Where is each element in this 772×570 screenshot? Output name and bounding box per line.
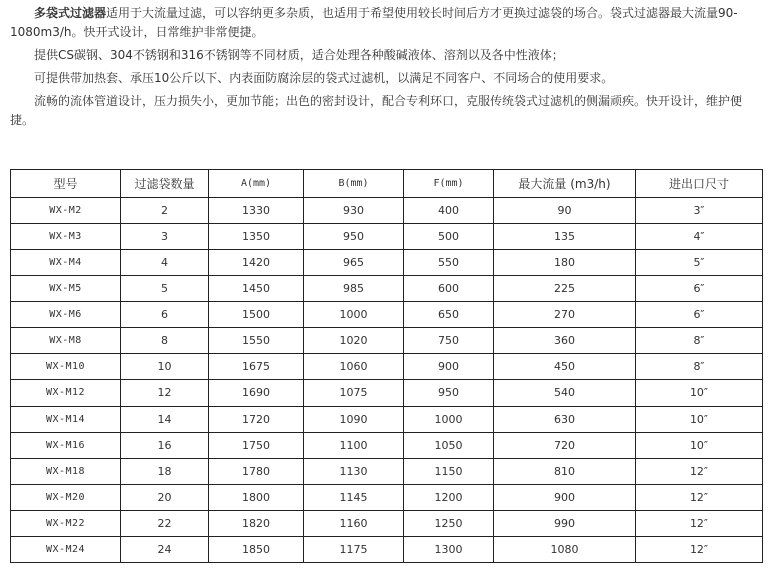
table-header-cell: 进出口尺寸 xyxy=(636,170,763,198)
model-cell: WX-M20 xyxy=(11,484,121,510)
table-row xyxy=(11,354,763,380)
table-cell: 1050 xyxy=(404,432,494,458)
table-cell: 1750 xyxy=(209,432,304,458)
table-cell: 930 xyxy=(304,198,404,224)
table-cell: 4 xyxy=(121,250,209,276)
table-cell: 12″ xyxy=(636,536,763,562)
table-cell: 225 xyxy=(494,276,636,302)
table-cell: 6″ xyxy=(636,276,763,302)
table-cell: 6 xyxy=(121,302,209,328)
table-cell: 1080 xyxy=(494,536,636,562)
model-cell: WX-M2 xyxy=(11,198,121,224)
table-cell: 1550 xyxy=(209,328,304,354)
intro-paragraph-3: 可提供带加热套、承压10公斤以下、内表面防腐涂层的袋式过滤机，以满足不同客户、不同场合的使用要求。 xyxy=(34,71,614,85)
table-cell: 1000 xyxy=(404,406,494,432)
table-cell: 1090 xyxy=(304,406,404,432)
table-cell: 1145 xyxy=(304,484,404,510)
table-cell: 1100 xyxy=(304,432,404,458)
table-header-cell: A(mm) xyxy=(209,170,304,198)
model-cell: WX-M8 xyxy=(11,328,121,354)
table-cell: 10″ xyxy=(636,380,763,406)
model-cell: WX-M4 xyxy=(11,250,121,276)
table-cell: 810 xyxy=(494,458,636,484)
table-cell: 965 xyxy=(304,250,404,276)
table-cell: 900 xyxy=(404,354,494,380)
table-cell: 450 xyxy=(494,354,636,380)
table-cell: 8″ xyxy=(636,354,763,380)
table-cell: 360 xyxy=(494,328,636,354)
model-cell: WX-M6 xyxy=(11,302,121,328)
table-cell: 4″ xyxy=(636,224,763,250)
table-cell: 1330 xyxy=(209,198,304,224)
table-cell: 10 xyxy=(121,354,209,380)
table-cell: 10″ xyxy=(636,406,763,432)
table-row xyxy=(11,328,763,354)
table-cell: 2 xyxy=(121,198,209,224)
table-cell: 540 xyxy=(494,380,636,406)
table-cell: 650 xyxy=(404,302,494,328)
table-cell: 8 xyxy=(121,328,209,354)
table-row xyxy=(11,484,763,510)
table-cell: 14 xyxy=(121,406,209,432)
table-cell: 1250 xyxy=(404,510,494,536)
model-cell: WX-M24 xyxy=(11,536,121,562)
table-cell: 3″ xyxy=(636,198,763,224)
table-cell: 24 xyxy=(121,536,209,562)
table-cell: 22 xyxy=(121,510,209,536)
table-cell: 1060 xyxy=(304,354,404,380)
table-header-cell: 型号 xyxy=(11,170,121,198)
table-row xyxy=(11,510,763,536)
table-cell: 900 xyxy=(494,484,636,510)
table-cell: 1850 xyxy=(209,536,304,562)
table-cell: 985 xyxy=(304,276,404,302)
table-cell: 180 xyxy=(494,250,636,276)
table-cell: 400 xyxy=(404,198,494,224)
table-cell: 1800 xyxy=(209,484,304,510)
model-cell: WX-M22 xyxy=(11,510,121,536)
table-cell: 6″ xyxy=(636,302,763,328)
table-cell: 1820 xyxy=(209,510,304,536)
table-cell: 1130 xyxy=(304,458,404,484)
model-cell: WX-M14 xyxy=(11,406,121,432)
table-header-row xyxy=(11,170,763,198)
table-cell: 5 xyxy=(121,276,209,302)
model-cell: WX-M12 xyxy=(11,380,121,406)
product-name: 多袋式过滤器 xyxy=(34,6,107,20)
table-row xyxy=(11,536,763,562)
table-cell: 20 xyxy=(121,484,209,510)
table-cell: 600 xyxy=(404,276,494,302)
table-cell: 1075 xyxy=(304,380,404,406)
table-cell: 12″ xyxy=(636,484,763,510)
table-cell: 1000 xyxy=(304,302,404,328)
table-cell: 18 xyxy=(121,458,209,484)
table-header-cell: 最大流量 (m3/h) xyxy=(494,170,636,198)
table-cell: 16 xyxy=(121,432,209,458)
table-header-cell: 过滤袋数量 xyxy=(121,170,209,198)
model-cell: WX-M5 xyxy=(11,276,121,302)
table-cell: 950 xyxy=(404,380,494,406)
table-cell: 1175 xyxy=(304,536,404,562)
table-cell: 1500 xyxy=(209,302,304,328)
table-cell: 950 xyxy=(304,224,404,250)
table-cell: 1200 xyxy=(404,484,494,510)
table-cell: 8″ xyxy=(636,328,763,354)
table-cell: 990 xyxy=(494,510,636,536)
intro-paragraph-1-text: 适用于大流量过滤，可以容纳更多杂质，也适用于希望使用较长时间后方才更换过滤袋的场合。袋式过滤器最大流量90-1080m3/h。快开式设计，日常维护非常便捷。 xyxy=(10,6,738,39)
table-cell: 12″ xyxy=(636,458,763,484)
table-row xyxy=(11,406,763,432)
table-cell: 1675 xyxy=(209,354,304,380)
table-cell: 12 xyxy=(121,380,209,406)
table-cell: 10″ xyxy=(636,432,763,458)
table-cell: 1450 xyxy=(209,276,304,302)
table-cell: 1720 xyxy=(209,406,304,432)
table-cell: 630 xyxy=(494,406,636,432)
table-cell: 90 xyxy=(494,198,636,224)
intro-paragraph-2: 提供CS碳钢、304不锈钢和316不锈钢等不同材质，适合处理各种酸碱液体、溶剂以及各中性液体； xyxy=(34,48,564,62)
table-row xyxy=(11,224,763,250)
table-cell: 135 xyxy=(494,224,636,250)
table-row xyxy=(11,250,763,276)
table-cell: 1150 xyxy=(404,458,494,484)
table-row xyxy=(11,198,763,224)
table-cell: 12″ xyxy=(636,510,763,536)
table-cell: 550 xyxy=(404,250,494,276)
model-cell: WX-M10 xyxy=(11,354,121,380)
table-header-cell: B(mm) xyxy=(304,170,404,198)
table-row xyxy=(11,302,763,328)
table-row xyxy=(11,276,763,302)
table-header-cell: F(mm) xyxy=(404,170,494,198)
table-cell: 1160 xyxy=(304,510,404,536)
table-cell: 500 xyxy=(404,224,494,250)
table-cell: 1690 xyxy=(209,380,304,406)
model-cell: WX-M3 xyxy=(11,224,121,250)
model-cell: WX-M16 xyxy=(11,432,121,458)
table-cell: 1420 xyxy=(209,250,304,276)
table-cell: 1350 xyxy=(209,224,304,250)
table-cell: 5″ xyxy=(636,250,763,276)
table-cell: 750 xyxy=(404,328,494,354)
spec-table xyxy=(10,169,763,563)
table-cell: 3 xyxy=(121,224,209,250)
table-row xyxy=(11,458,763,484)
intro-text xyxy=(10,4,762,134)
table-cell: 1300 xyxy=(404,536,494,562)
table-cell: 1780 xyxy=(209,458,304,484)
table-cell: 720 xyxy=(494,432,636,458)
intro-paragraph-4: 流畅的流体管道设计，压力损失小，更加节能；出色的密封设计，配合专利环口，克服传统袋式过滤机的侧漏顽疾。快开设计，维护便捷。 xyxy=(10,94,743,127)
table-row xyxy=(11,432,763,458)
intro-paragraph-1 xyxy=(10,4,762,42)
table-cell: 270 xyxy=(494,302,636,328)
table-row xyxy=(11,380,763,406)
table-cell: 1020 xyxy=(304,328,404,354)
model-cell: WX-M18 xyxy=(11,458,121,484)
table-body xyxy=(11,198,763,563)
